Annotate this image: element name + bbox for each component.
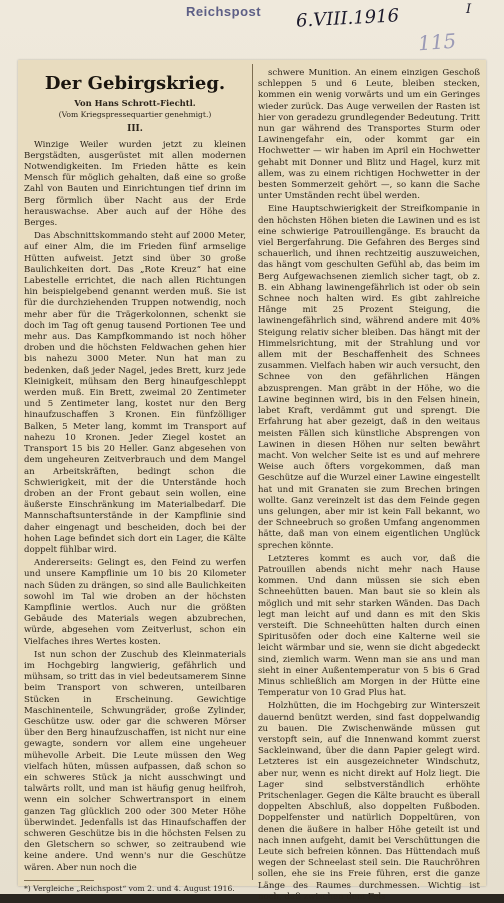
paragraph: Winzige Weiler wurden jetzt zu kleinen Bergstädten, ausgerüstet mit allen modernen Notwendigkeiten. Im Frieden hätte es kein Mensch für möglich gehalten, daß eine so große Zahl von Bauten und Einrichtungen tief drinn im Berg förmlich über Nacht aus der Erde herauswachse. Aber auch auf der Höhe des Berges. bbox=[24, 139, 246, 229]
paragraph: Das Abschnittskommando steht auf 2000 Meter, auf einer Alm, die im Frieden fünf armselige Hütten aufweist. Jetzt sind über 30 große Baulichkeiten dort. Das „Rote Kreuz“ hat eine Labestelle errichtet, die nach allen Richtungen hin beispielgebend genannt werden muß. Sie ist für die durchziehenden Truppen notwendig, noch mehr aber für die Trägerkolonnen, schenkt sie doch im Tag oft genug tausend Portionen Tee und mehr aus. Das Kampfkommando ist noch höher droben und die höchsten Feldwachen gehen hier bis nahezu 3000 Meter. Nun hat man zu bedenken, daß jeder Nagel, jedes Brett, kurz jede Kleinigkeit, mühsam den Berg hinaufgeschleppt werden muß. Ein Brett, zweimal 20 Zentimeter und 5 Zentimeter lang, kostet nur den Berg hinaufzuschaffen 3 Kronen. Ein fünfzölliger Balken, 5 Meter lang, kommt im Transport auf nahezu 10 Kronen. Jeder Ziegel kostet an Transport 15 bis 20 Heller. Ganz abgesehen von dem ungeheuren Zeitverbrauch und dem Mangel an Arbeitskräften, bedingt schon die Schwierigkeit, mit der die Unterstände hoch droben an der Front gebaut sein wollen, eine äußerste Einschränkung im Materialbedarf. Die Mannschaftsunterstände in der Kampflinie sind daher eingenagt und bescheiden, doch bei der hohen Lage befindet sich dort ein Lager, die Kälte doppelt fühlbar wird. bbox=[24, 231, 246, 555]
paragraph: Eine Hauptschwierigkeit der Streifkompanie in den höchsten Höhen bieten die Lawinen und es ist eine schwierige Patrouillengänge. Es braucht da viel Bergerfahrung. Die Gefahren des Berges sind schauerlich, und ihnen rechtzeitig auszuweichen, das hängt vom geschulten Gefühl ab, das beim im Berg Aufgewachsenen ziemlich sicher tagt, ob z. B. ein Abhang lawinengefährlich ist oder ob sein Schnee noch halten wird. Es gibt zahlreiche Hänge mit 25 Prozent Steigung, die lawinengefährlich sind, während andere mit 40% Steigung relativ sicher bleiben. Das hängt mit der Himmelsrichtung, mit der Strahlung und vor allem mit der Beschaffenheit des Schnees zusammen. Vielfach haben wir auch versucht, den Schnee von den gefährlichen Hängen abzusprengen. Man gräbt in der Höhe, wo die Lawine beginnen wird, bis in den Felsen hinein, labet Kraft, verdämmt gut und sprengt. Die Erfahrung hat aber gezeigt, daß in den weitaus meisten Fällen sich künstliche Absprengen von Lawinen in diesen Höhen nur selten bewährt macht. Von welcher Seite ist es und auf mehrere Weise auch öfters vorgekommen, daß man Geschütze auf die Wurzel einer Lawine eingestellt hat und mit Granaten sie zum Brechen bringen wollte. Ganz vereinzelt ist das dem Feinde gegen uns gelungen, aber mir ist kein Fall bekannt, wo der Schneebruch so großen Umfang angenommen hätte, daß man von einem eigentlichen Unglück sprechen könnte. bbox=[258, 204, 480, 551]
article-title: Der Gebirgskrieg. bbox=[44, 73, 226, 94]
paragraph: Ist nun schon der Zuschub des Kleinmaterials im Hochgebirg langwierig, gefährlich und mühsam, so tritt das in viel bedeutsamerem Sinne beim Transport von schweren, unteilbaren Stücken in Erscheinung. Gewichtige Maschinenteile, Schwungräder, große Zylinder, Geschütze usw. oder gar die schweren Mörser über den Berg hinaufzuschaffen, ist nicht nur eine gewagte, sondern vor allem eine ungeheuer mühevolle Arbeit. Die Leute müssen den Weg vielfach hüten, müssen aufpassen, daß schon so ein schweres Stück ja nicht ausschwingt und talwärts rollt, und man ist häufig genug heilfroh, wenn ein solcher Schwertransport in einem ganzen Tag glücklich 200 oder 300 Meter Höhe überwindet. Jedenfalls ist das Hinaufschaffen der schweren Geschütze bis in die höchsten Felsen zu den Gletschern so schwer, so zeitraubend wie keine andere. Und wenn's nur die Geschütze wären. Aber nun noch die bbox=[24, 649, 246, 873]
column-divider bbox=[252, 64, 253, 880]
article-column-left bbox=[24, 68, 246, 893]
article-byline: Von Hans Schrott-Fiechtl. bbox=[74, 98, 196, 108]
newspaper-stamp: Reichspost bbox=[186, 4, 262, 19]
paragraph: Andererseits: Gelingt es, den Feind zu werfen und unsere Kampflinie um 10 bis 20 Kilometer nach Süden zu drängen, so sind alle Baulichkeiten sowohl im Tal wie droben an der höchsten Kampflinie wertlos. Auch nur die größten Gebäude des Materials wegen abzubrechen, würde, abgesehen vom Zeitverlust, schon ein Vielfaches ihres Wertes kosten. bbox=[24, 558, 246, 647]
newspaper-clipping bbox=[18, 60, 486, 902]
paragraph: Letzteres kommt es auch vor, daß die Patrouillen abends nicht mehr nach Hause kommen. Und dann müssen sie sich eben Schneehütten bauen. Man baut sie so klein als möglich und mit sehr starken Wänden. Das Dach legt man leicht auf und dann es mit den Skis versteift. Die Schneehütten halten durch einen Spiritusöfen oder doch eine Kalterne weil sie leicht wärmbar und sie, wenn sie dicht abgedeckt sind, ziemlich warm. Wenn man sie ans und man sieht in einer Außentemperatur von 5 bis 6 Grad Minus schließlich am Morgen in der Hütte eine Temperatur von 10 Grad Plus hat. bbox=[258, 553, 480, 699]
paragraph: schwere Munition. An einem einzigen Geschoß schleppen 5 und 6 Leute, bleiben stecken, kommen ein wenig vorwärts und um ein Geringes wieder zurück. Das Auge verweilen der Rasten ist hier von geradezu grundlegender Bedeutung. Tritt nun gar während des Transportes Sturm oder Lawinengefahr ein, oder kommt gar ein Hochwetter — wir haben im April ein Hochwetter gehabt mit Donner und Blitz und Hagel, kurz mit allem, was zu einem richtigen Hochwetter in der besten Sommerzeit gehört —, so kann die Sache unter Umständen recht übel werden. bbox=[258, 68, 480, 202]
handwritten-roman-numeral: I bbox=[466, 2, 472, 17]
article-column-right bbox=[258, 68, 480, 902]
footnote: *) Vergleiche „Reichspost“ vom 2. und 4. August 1916. bbox=[24, 883, 235, 893]
handwritten-date: 6.VIII.1916 bbox=[295, 5, 400, 32]
section-number: III. bbox=[127, 124, 143, 135]
censor-note: (Vom Kriegspressequartier genehmigt.) bbox=[58, 110, 212, 120]
footnote-divider bbox=[24, 880, 94, 881]
handwritten-page-number: 115 bbox=[417, 28, 457, 56]
paragraph: Holzhütten, die im Hochgebirg zur Winterszeit dauernd benützt werden, sind fast doppelwandig zu bauen. Die Zwischenwände müssen gut verstopft sein, auf die Innenwand kommt zuerst Sackleinwand, über die dann Papier gelegt wird. Letzteres ist ein ausgezeichneter Windschutz, aber nur, wenn es nicht direkt auf Holz liegt. Die Lager sind selbstverständlich erhöhte Pritschenlager. Gegen die Kälte braucht es überall doppelten Abschluß, also doppelten Fußboden. Doppelfenster und natürlich Doppeltüren, von denen die äußere in halber Höhe geteilt ist und nach innen aufgeht, damit bei Verschüttungen die Leute sich befreien können. Das Hüttendach muß wegen der Schneelast steil sein. Die Rauchröhren sollen, ehe sie ins Freie führen, erst die ganze Länge des Raumes durchmessen. Wichtig ist noch, daß zwischen dem Fels bbox=[258, 701, 480, 902]
